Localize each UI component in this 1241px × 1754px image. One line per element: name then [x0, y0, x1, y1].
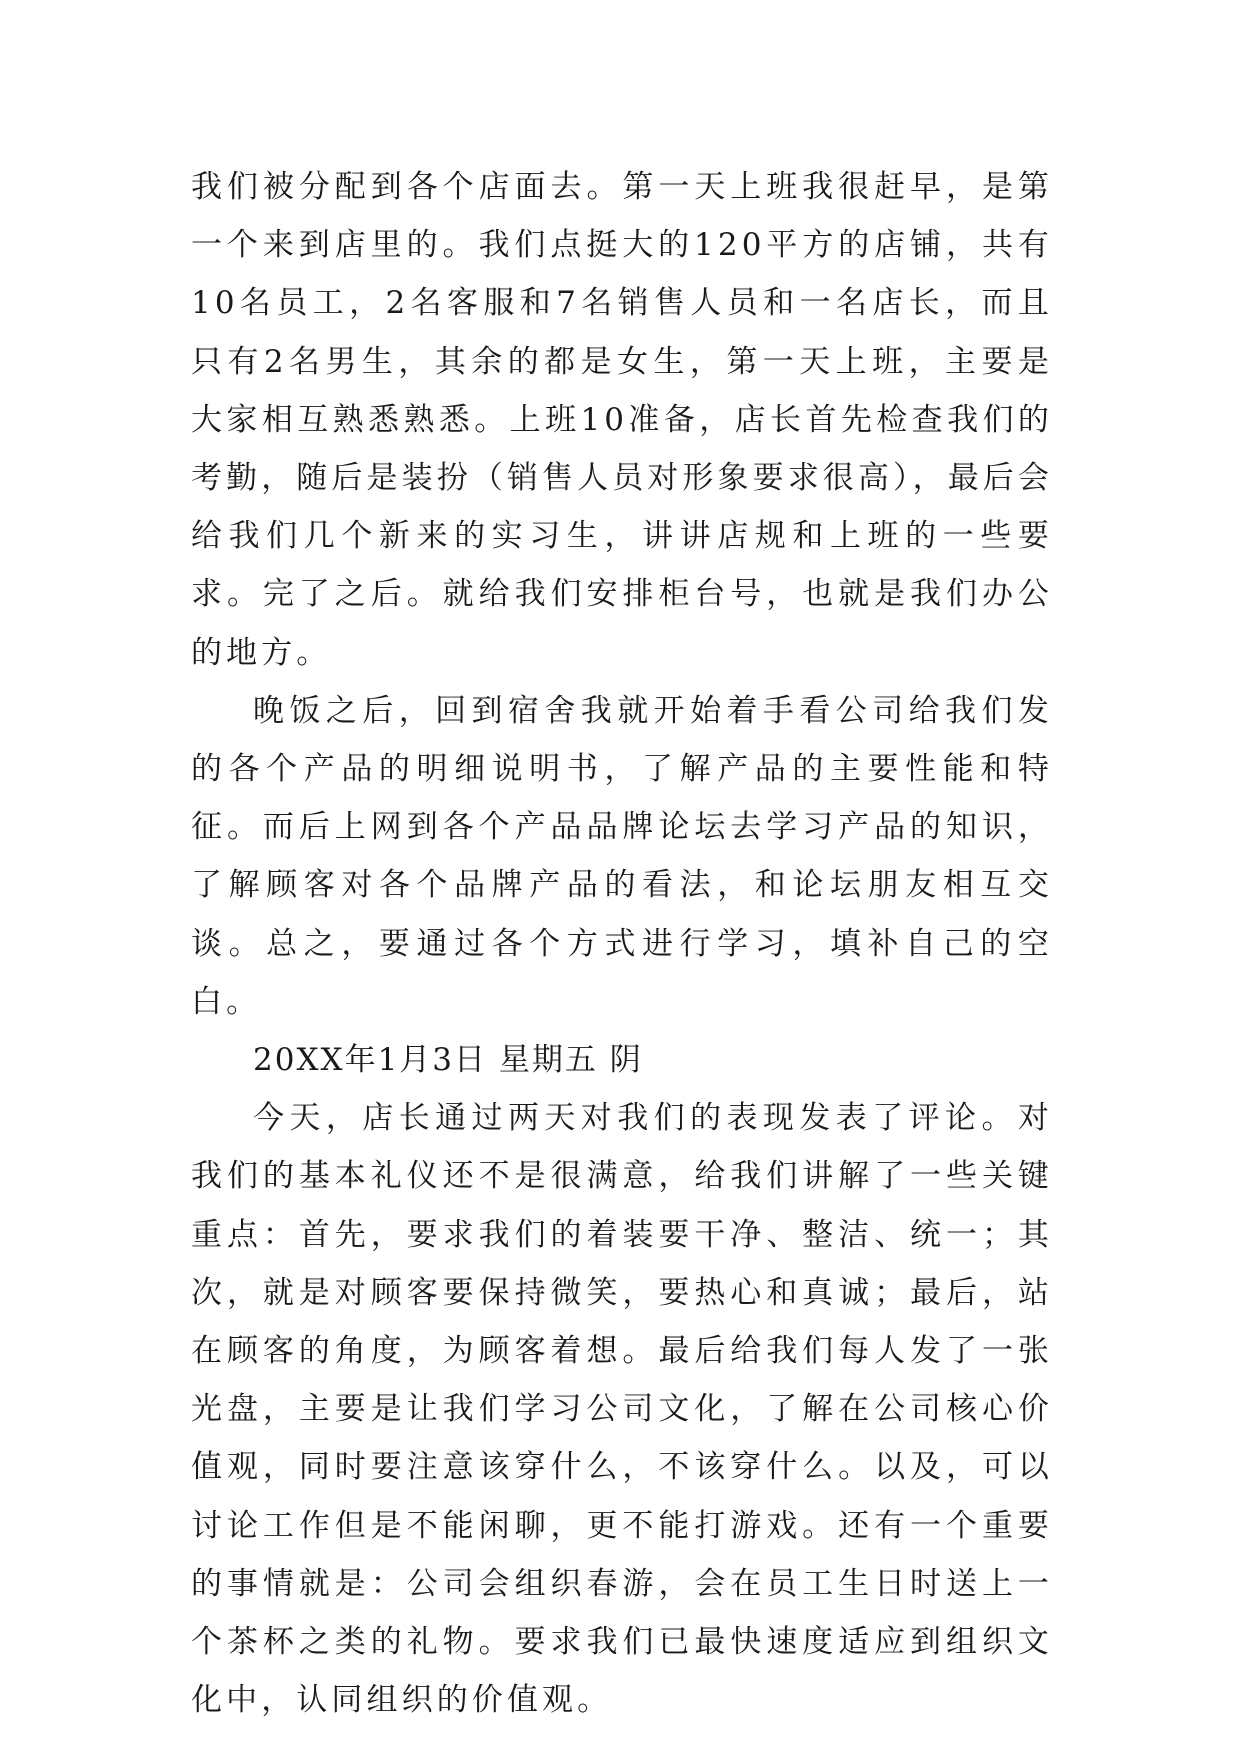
diary-date-line: 20XX年1月3日 星期五 阴 — [253, 1042, 643, 1079]
paragraph-1: 我们被分配到各个店面去。第一天上班我很赶早，是第一个来到店里的。我们点挺大的120平方的店铺，共有10名员工，2名客服和7名销售人员和一名店长，而且只有2名男生，其余的都是女生，第一天上班，主要是大家相互熟悉熟悉。上班10准备，店长首先检查我们的考勤，随后是装扮（销售人员对形象要求很高），最后会给我们几个新来的实习生，讲讲店规和上班的一些要求。完了之后。就给我们安排柜台号，也就是我们办公的地方。 — [191, 169, 1053, 671]
paragraph-2: 晚饭之后，回到宿舍我就开始着手看公司给我们发的各个产品的明细说明书，了解产品的主要性能和特征。而后上网到各个产品品牌论坛去学习产品的知识，了解顾客对各个品牌产品的看法，和论坛朋友相互交谈。总之，要通过各个方式进行学习，填补自己的空白。 — [191, 692, 1053, 1020]
paragraph-3: 今天，店长通过两天对我们的表现发表了评论。对我们的基本礼仪还不是很满意，给我们讲解了一些关键重点：首先，要求我们的着装要干净、整洁、统一；其次，就是对顾客要保持微笑，要热心和真诚；最后，站在顾客的角度，为顾客着想。最后给我们每人发了一张光盘，主要是让我们学习公司文化，了解在公司核心价值观，同时要注意该穿什么，不该穿什么。以及，可以讨论工作但是不能闲聊，更不能打游戏。还有一个重要的事情就是：公司会组织春游，会在员工生日时送上一个茶杯之类的礼物。要求我们已最快速度适应到组织文化中，认同组织的价值观。 — [191, 1100, 1053, 1719]
document-page — [191, 158, 1053, 1719]
